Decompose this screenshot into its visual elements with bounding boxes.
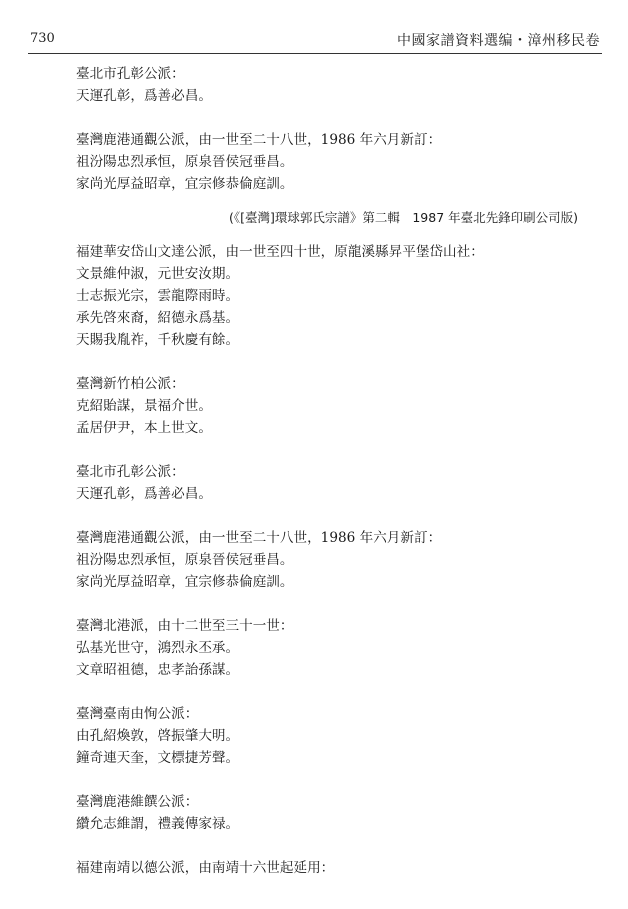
lineage-block (76, 615, 596, 681)
branch-heading: 臺灣北港派，由十二世至三十一世： (76, 618, 294, 634)
lineage-block (76, 373, 596, 439)
generation-verse: 承先啓來裔，紹德永爲基。 (76, 310, 240, 326)
generation-verse: 家尚光厚益昭章，宜宗修恭倫庭訓。 (76, 574, 294, 590)
lineage-block (76, 461, 596, 505)
source-citation: (《[臺灣]環球郭氏宗譜》第二輯 1987 年臺北先鋒印刷公司版) (228, 210, 578, 225)
branch-heading: 臺灣鹿港通觀公派，由一世至二十八世，1986 年六月新訂： (76, 132, 442, 148)
generation-verse: 克紹貽謀，景福介世。 (76, 398, 212, 414)
generation-verse: 纘允志維謂，禮義傳家禄。 (76, 816, 240, 832)
lineage-block (76, 241, 596, 351)
page-number: 730 (30, 31, 55, 46)
lineage-block (76, 63, 596, 107)
generation-verse: 孟居伊尹，本上世文。 (76, 420, 212, 436)
lineage-block (76, 527, 596, 593)
generation-verse: 天運孔彰，爲善必昌。 (76, 486, 212, 502)
generation-verse: 家尚光厚益昭章，宜宗修恭倫庭訓。 (76, 176, 294, 192)
branch-heading: 臺北市孔彰公派： (76, 464, 185, 480)
generation-verse: 鐘奇連天奎，文標捷芳聲。 (76, 750, 240, 766)
lineage-block (76, 703, 596, 769)
generation-verse: 弘基光世守，鴻烈永丕承。 (76, 640, 240, 656)
branch-heading: 臺灣鹿港通觀公派，由一世至二十八世，1986 年六月新訂： (76, 530, 442, 546)
branch-heading: 福建華安岱山文達公派，由一世至四十世，原龍溪縣昇平堡岱山社： (76, 244, 484, 260)
header-divider (28, 53, 602, 54)
generation-verse: 天賜我胤祚，千秋慶有餘。 (76, 332, 240, 348)
document-body (76, 63, 596, 879)
lineage-block (76, 129, 596, 195)
branch-heading: 福建南靖以德公派，由南靖十六世起延用： (76, 860, 335, 876)
generation-verse: 祖汾陽忠烈承恒，原泉晉侯冠垂昌。 (76, 154, 294, 170)
branch-heading: 臺北市孔彰公派： (76, 66, 185, 82)
branch-heading: 臺灣新竹柏公派： (76, 376, 185, 392)
generation-verse: 由孔紹煥敦，啓振肇大明。 (76, 728, 240, 744)
generation-verse: 祖汾陽忠烈承恒，原泉晉侯冠垂昌。 (76, 552, 294, 568)
lineage-block (76, 857, 596, 879)
generation-verse: 天運孔彰，爲善必昌。 (76, 88, 212, 104)
branch-heading: 臺灣鹿港維饌公派： (76, 794, 199, 810)
running-title: 中國家譜資料選编・漳州移民卷 (397, 33, 600, 49)
generation-verse: 文景維仲淑，元世安汝期。 (76, 266, 240, 282)
lineage-block (76, 791, 596, 835)
generation-verse: 士志振光宗，雲龍際雨時。 (76, 288, 240, 304)
branch-heading: 臺灣臺南由恂公派： (76, 706, 199, 722)
generation-verse: 文章昭祖德，忠孝詒孫謀。 (76, 662, 240, 678)
